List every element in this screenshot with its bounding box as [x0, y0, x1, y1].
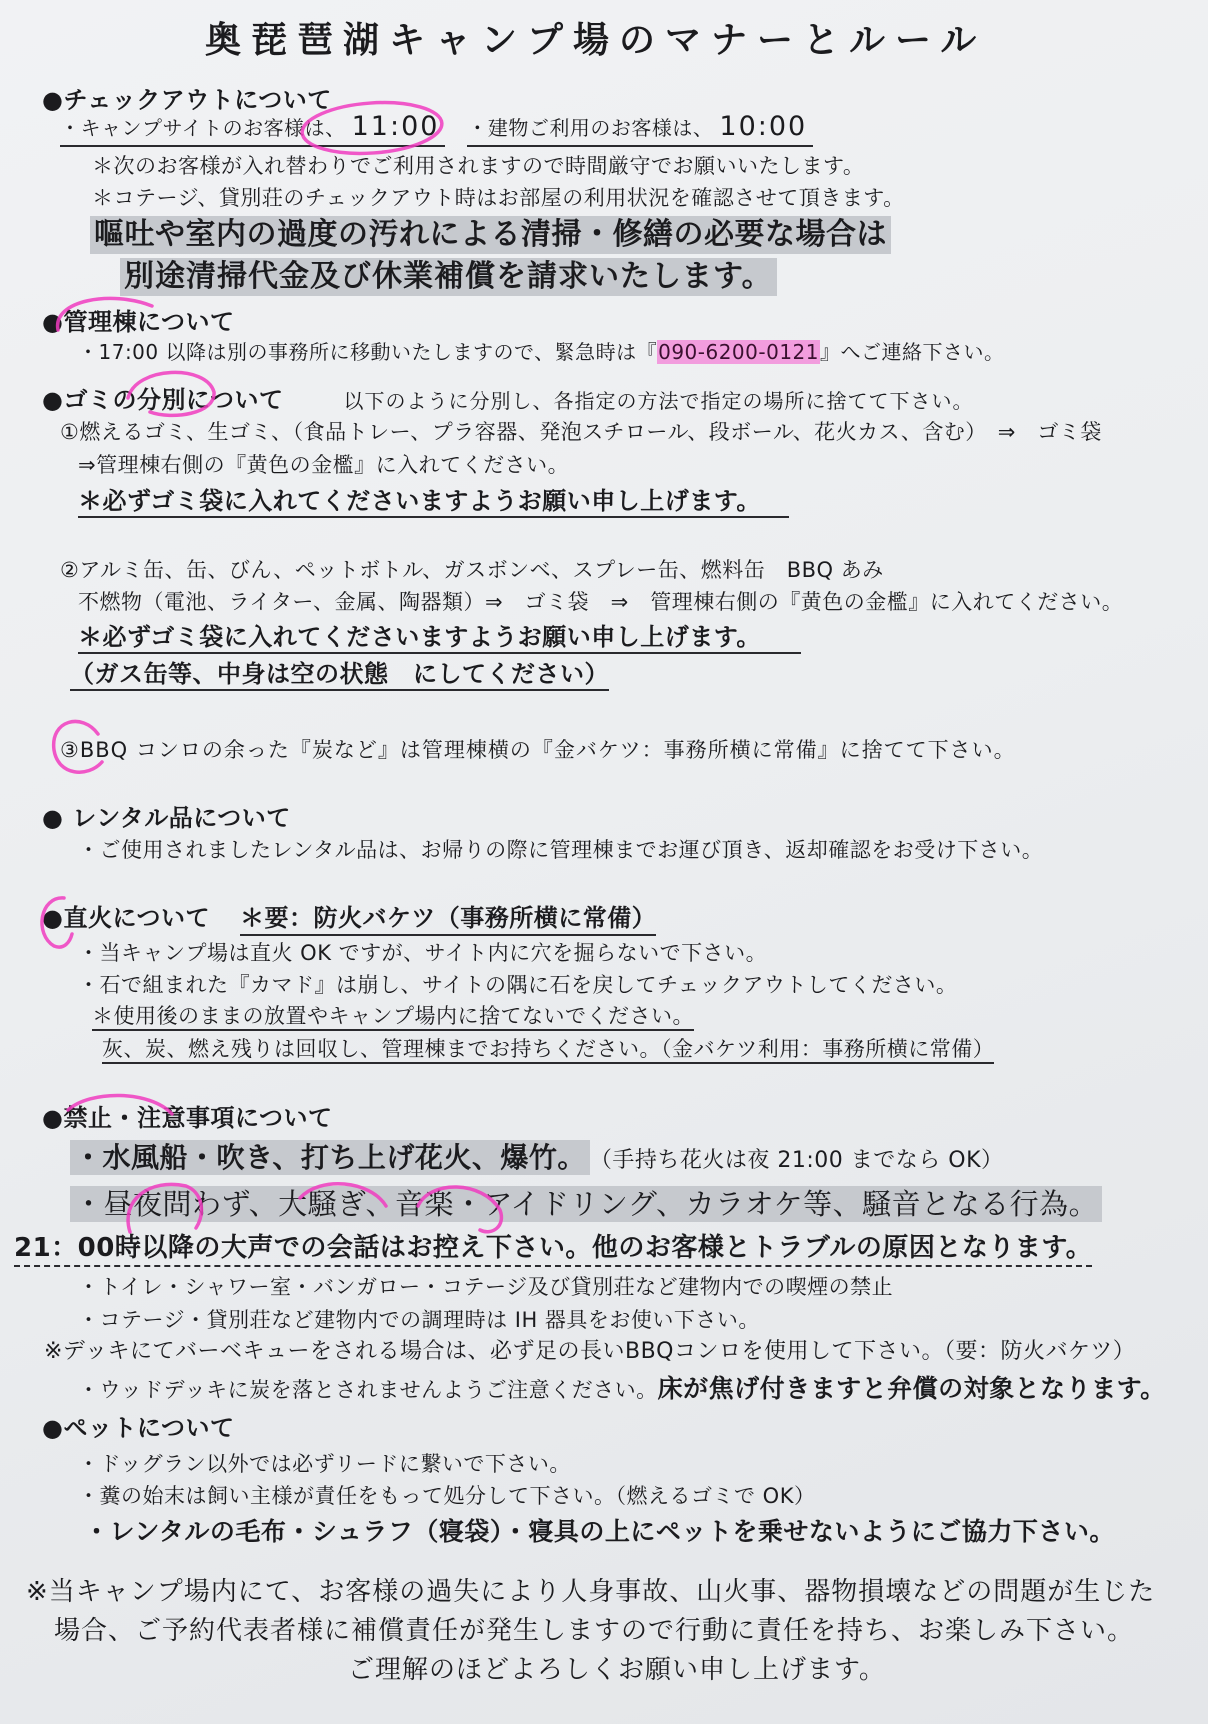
campsite-time: 11:00: [351, 111, 440, 142]
pet-bedding-rule: ・レンタルの毛布・シュラフ（寝袋）・寝具の上にペットを乗せないようにご協力下さい。: [84, 1517, 1115, 1546]
burnable-note-text: ＊必ずゴミ袋に入れてくださいますようお願い申し上げます。: [78, 487, 789, 518]
disclaimer-line: ※当キャンプ場内にて、お客様の過失により人身事故、山火事、器物損壊などの問題が生じた: [26, 1577, 1156, 1607]
quiet-hours-text: 21：00時以降の大声での会話はお控え下さい。他のお客様とトラブルの原因となります。: [14, 1233, 1092, 1267]
burnable-line: ①燃えるゴミ、生ゴミ、（食品トレー、プラ容器、発泡スチロール、段ボール、花火カス、含む） ⇒ ゴミ袋: [60, 420, 1102, 444]
fire-rule: ・石で組まれた『カマド』は崩し、サイトの隅に石を戻してチェックアウトしてください。: [78, 973, 958, 997]
non-burnable-note-text: ＊必ずゴミ袋に入れてくださいますようお願い申し上げます。: [78, 623, 801, 654]
non-burnable-line: ②アルミ缶、缶、びん、ペットボトル、ガスボンベ、スプレー缶、燃料缶 BBQ あみ: [60, 558, 884, 582]
pet-rule: ・糞の始末は飼い主様が責任をもって処分して下さい。（燃えるゴミで OK）: [78, 1484, 816, 1508]
fire-note-text: 灰、炭、燃え残りは回収し、管理棟までお持ちください。（金バケツ利用：事務所横に常備）: [102, 1037, 994, 1064]
building-rule: ・コテージ・貸別荘など建物内での調理時は IH 器具をお使い下さい。: [78, 1308, 760, 1332]
wood-deck-penalty: 床が焦げ付きますと弁償の対象となります。: [657, 1374, 1166, 1403]
burnable-line: ⇒管理棟右側の『黄色の金檻』に入れてください。: [78, 453, 570, 477]
checkout-note: ＊コテージ、貸別荘のチェックアウト時はお部屋の利用状況を確認させて頂きます。: [92, 186, 905, 210]
garbage-intro: 以下のように分別し、各指定の方法で指定の場所に捨てて下さい。: [343, 389, 974, 413]
document-title: 奥琵琶湖キャンプ場のマナーとルール: [205, 20, 987, 61]
fireworks-ban: ・水風船・吹き、打ち上げ花火、爆竹。: [70, 1140, 590, 1175]
deck-bbq-rule: ※デッキにてバーベキューをされる場合は、必ず足の長いBBQコンロを使用して下さい。（要：防火バケツ）: [44, 1339, 1136, 1364]
pets-heading: ●ペットについて: [42, 1414, 235, 1442]
pet-rule: ・ドッグラン以外では必ずリードに繋いで下さい。: [78, 1452, 571, 1476]
building-rule: ・トイレ・シャワー室・バンガロー・コテージ及び貸別荘など建物内での喫煙の禁止: [78, 1275, 894, 1299]
fireworks-row: [70, 1140, 1004, 1175]
non-burnable-line: 不燃物（電池、ライター、金属、陶器類）⇒ ゴミ袋 ⇒ 管理棟右側の『黄色の金檻』に入れてください。: [78, 590, 1124, 614]
gas-can-note-text: （ガス缶等、中身は空の状態 にしてください）: [70, 660, 609, 691]
checkout-heading: ●チェックアウトについて: [42, 86, 332, 114]
building-time: 10:00: [719, 111, 808, 142]
checkout-times: [60, 110, 813, 147]
prohibited-heading: ●禁止・注意事項について: [42, 1104, 333, 1132]
office-text: [78, 340, 1005, 365]
rental-text: ・ご使用されましたレンタル品は、お帰りの際に管理棟までお運び頂き、返却確認をお受け下さい。: [78, 838, 1044, 862]
cleaning-warning: 嘔吐や室内の過度の汚れによる清掃・修繕の必要な場合は: [90, 216, 891, 254]
fire-note-text: ＊使用後のままの放置やキャンプ場内に捨てないでください。: [92, 1004, 694, 1031]
fire-bucket-requirement: ＊要：防火バケツ（事務所横に常備）: [240, 903, 656, 936]
fireworks-note: （手持ち花火は夜 21:00 までなら OK）: [589, 1148, 1004, 1173]
burnable-note: [78, 486, 789, 516]
garbage-heading-row: [42, 385, 973, 415]
non-burnable-note: [78, 622, 801, 652]
checkout-note: ＊次のお客様が入れ替わりでご利用されますので時間厳守でお願いいたします。: [92, 154, 865, 178]
building-checkout: [467, 110, 813, 147]
fire-note: [102, 1036, 994, 1062]
charcoal-line: ③BBQ コンロの余った『炭など』は管理棟横の『金バケツ：事務所横に常備』に捨てて下さい。: [60, 738, 1016, 762]
campsite-label: ・キャンプサイトのお客様は、: [60, 116, 346, 140]
disclaimer-line: 場合、ご予約代表者様に補償責任が発生しますので行動に責任を持ち、お楽しみ下さい。: [54, 1616, 1135, 1646]
cleaning-warning: 別途清掃代金及び休業補償を請求いたします。: [120, 258, 777, 296]
building-label: ・建物ご利用のお客様は、: [467, 116, 714, 140]
noise-ban: ・昼夜問わず、大騒ぎ、音楽・アイドリング、カラオケ等、騒音となる行為。: [70, 1186, 1102, 1222]
quiet-hours: [14, 1232, 1092, 1265]
fire-note: [92, 1003, 694, 1029]
office-text-after: 』へご連絡下さい。: [820, 340, 1005, 364]
office-heading: ●管理棟について: [42, 308, 235, 336]
wood-deck-text: ・ウッドデッキに炭を落とされませんようご注意ください。: [78, 1378, 658, 1402]
office-text-before: ・17:00 以降は別の事務所に移動いたしますので、緊急時は『: [78, 340, 658, 364]
fire-heading-row: [42, 903, 656, 936]
wood-deck-row: [78, 1373, 1166, 1404]
emergency-phone: 090-6200-0121: [658, 340, 819, 364]
rental-heading: ● レンタル品について: [42, 804, 291, 832]
campsite-checkout: [60, 110, 445, 147]
disclaimer-line: ご理解のほどよろしくお願い申し上げます。: [348, 1655, 886, 1685]
fire-rule: ・当キャンプ場は直火 OK ですが、サイト内に穴を掘らないで下さい。: [78, 941, 768, 965]
garbage-heading: ●ゴミの分別について: [42, 386, 284, 414]
fire-heading: ●直火について: [42, 904, 210, 932]
gas-can-note: [70, 659, 609, 689]
